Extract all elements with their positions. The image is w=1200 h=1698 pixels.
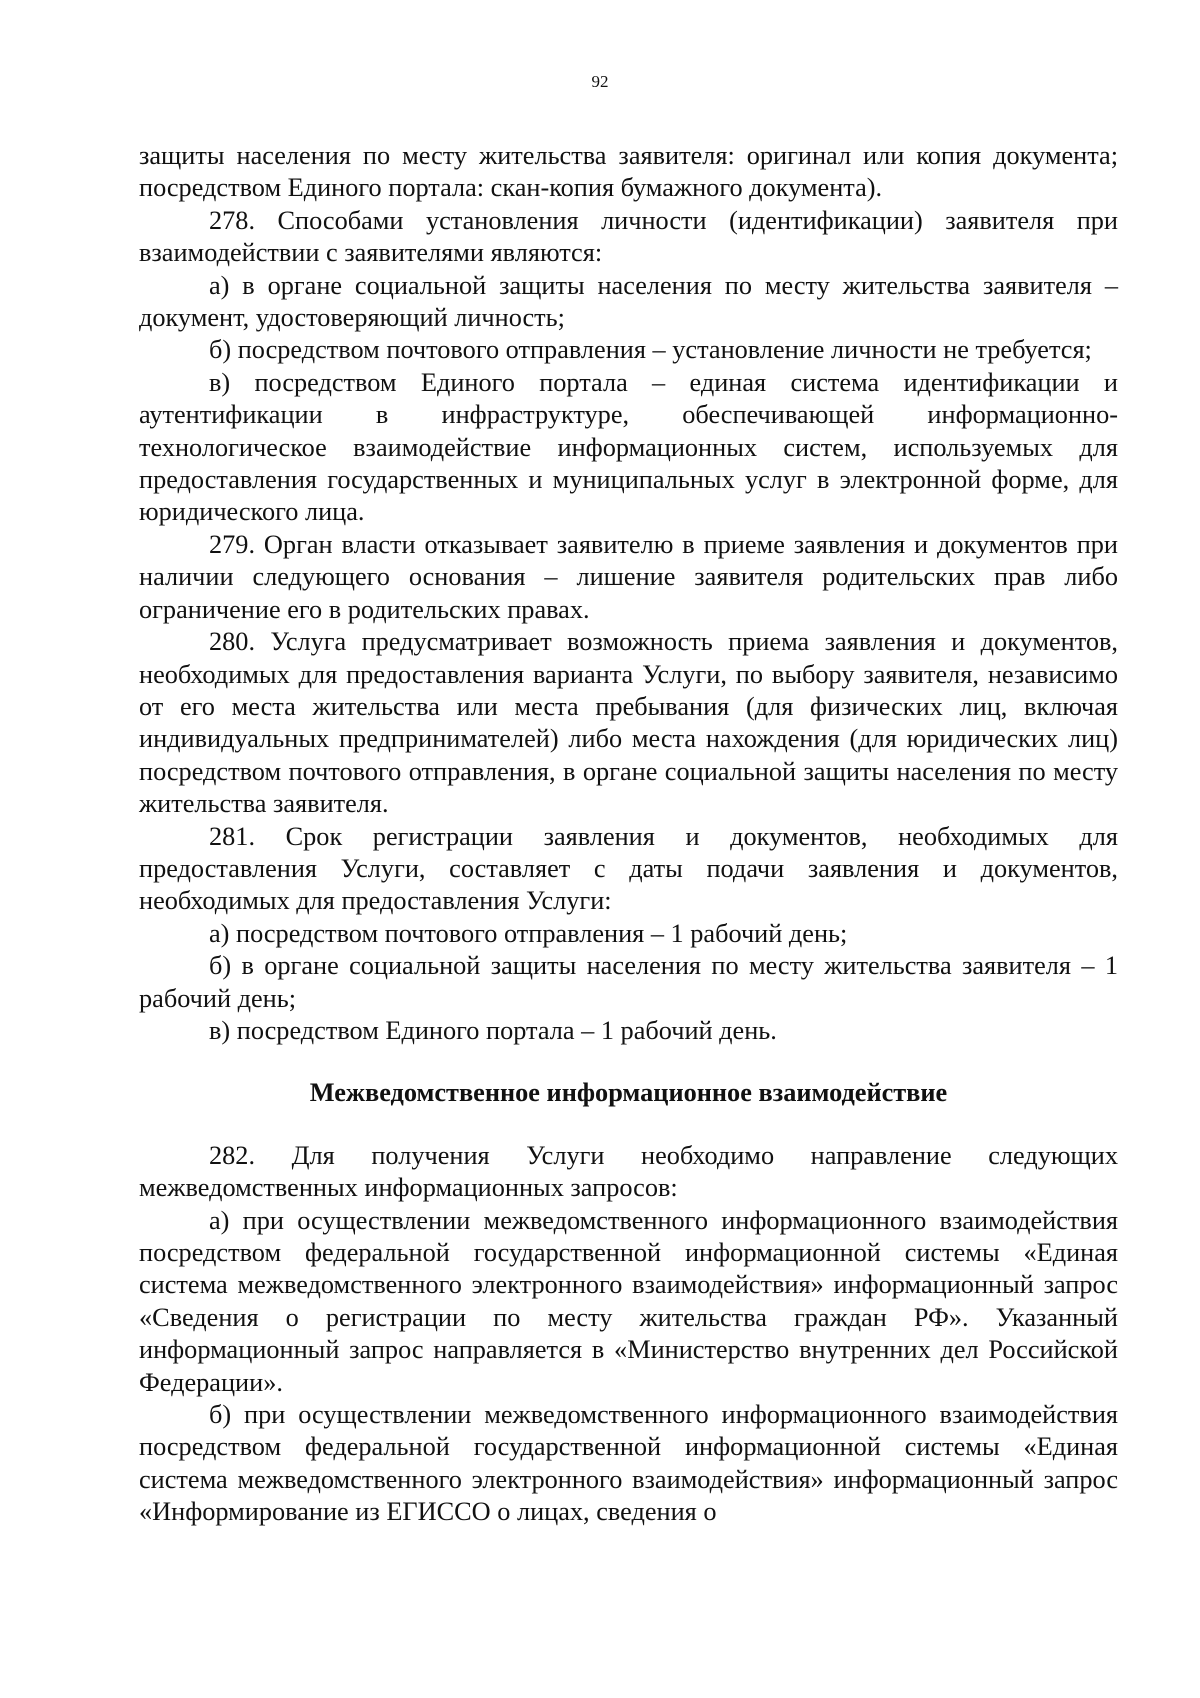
paragraph-281-v: в) посредством Единого портала – 1 рабочий день. bbox=[209, 1015, 777, 1045]
paragraph-280: 280. Услуга предусматривает возможность приема заявления и документов, необходимых для предоставления варианта Услуги, по выбору заявителя, независимо от его места жительства или места пребывания (для физических лиц, включая индивидуальных предпринимателей) либо места нахождения (для юридических лиц) посредством почтового отправления, в органе социальной защиты населения по месту жительства заявителя. bbox=[139, 627, 1118, 819]
paragraph-281: 281. Срок регистрации заявления и документов, необходимых для предоставления Услуги, составляет с даты подачи заявления и документов, необходимых для предоставления Услуги: bbox=[139, 821, 1118, 916]
paragraph-278: 278. Способами установления личности (идентификации) заявителя при взаимодействии с заявителями являются: bbox=[139, 205, 1118, 268]
paragraph-282-a: а) при осуществлении межведомственного информационного взаимодействия посредством федеральной государственной информационной системы «Единая система межведомственного электронного взаимодействия» информационный запрос «Сведения о регистрации по месту жительства граждан РФ». Указанный информационный запрос направляется в «Министерство внутренних дел Российской Федерации». bbox=[139, 1205, 1118, 1397]
paragraph-282-b: б) при осуществлении межведомственного информационного взаимодействия посредством федеральной государственной информационной системы «Единая система межведомственного электронного взаимодействия» информационный запрос «Информирование из ЕГИССО о лицах, сведения о bbox=[139, 1400, 1118, 1527]
paragraph-continuation: защиты населения по месту жительства заявителя: оригинал или копия документа; посредством Единого портала: скан-копия бумажного документа). bbox=[139, 141, 1118, 203]
paragraph-281-b: б) в органе социальной защиты населения по месту жительства заявителя – 1 рабочий день; bbox=[139, 951, 1118, 1013]
page-number: 92 bbox=[591, 72, 609, 91]
paragraph-278-b: б) посредством почтового отправления – установление личности не требуется; bbox=[209, 335, 1092, 365]
paragraph-282: 282. Для получения Услуги необходимо направление следующих межведомственных информационных запросов: bbox=[139, 1140, 1118, 1203]
document-body bbox=[139, 140, 1118, 1529]
paragraph-278-a: а) в органе социальной защиты населения по месту жительства заявителя – документ, удостоверяющий личность; bbox=[139, 270, 1118, 333]
paragraph-281-a: а) посредством почтового отправления – 1 рабочий день; bbox=[209, 918, 848, 948]
paragraph-278-v: в) посредством Единого портала – единая система идентификации и аутентификации в инфраструктуре, обеспечивающей информационно-технологическое взаимодействие информационных систем, используемых для предоставления государственных и муниципальных услуг в электронной форме, для юридического лица. bbox=[139, 367, 1118, 527]
paragraph-279: 279. Орган власти отказывает заявителю в приеме заявления и документов при наличии следующего основания – лишение заявителя родительских прав либо ограничение его в родительских правах. bbox=[139, 529, 1118, 624]
section-heading: Межведомственное информационное взаимодействие bbox=[309, 1078, 948, 1108]
